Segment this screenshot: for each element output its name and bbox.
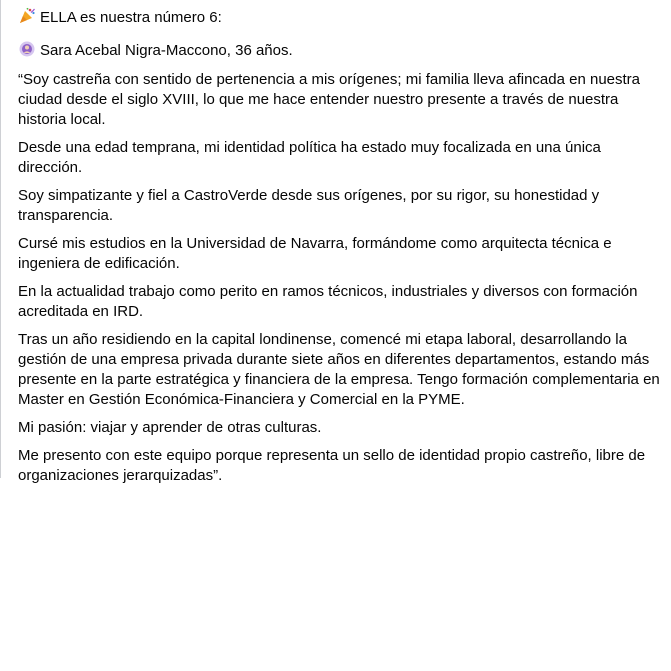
- post-headline-row: [18, 7, 668, 28]
- post-paragraph: Me presento con este equipo porque representa un sello de identidad propio castreño, libre de organizaciones jerarquizadas”.: [18, 447, 646, 484]
- post-paragraph: Mi pasión: viajar y aprender de otras culturas.: [18, 419, 322, 436]
- candidate-name: Sara Acebal Nigra-Maccono, 36 años.: [40, 42, 293, 59]
- post-paragraph: Soy simpatizante y fiel a CastroVerde desde sus orígenes, por su rigor, su honestidad y transparencia.: [18, 187, 600, 224]
- post-paragraph: Cursé mis estudios en la Universidad de Navarra, formándome como arquitecta técnica e ingeniera de edificación.: [18, 235, 612, 272]
- post-body: [18, 7, 668, 494]
- post-headline: ELLA es nuestra número 6:: [40, 9, 222, 26]
- candidate-name-row: [18, 40, 668, 61]
- post-paragraph: Tras un año residiendo en la capital londinense, comencé mi etapa laboral, desarrollando la gestión de una empresa privada durante siete años en diferentes departamentos, estando más presente en la parte estratégica y financiera de la empresa. Tengo formación complementaria en Master en Gestión Económica-Financiera y Comercial en la PYME.: [18, 331, 660, 408]
- post-paragraph: “Soy castreña con sentido de pertenencia a mis orígenes; mi familia lleva afincada en nuestra ciudad desde el siglo XVIII, lo que me hace entender nuestro presente a través de nuestra historia local.: [18, 71, 641, 128]
- post-paragraph: Desde una edad temprana, mi identidad política ha estado muy focalizada en una única dirección.: [18, 139, 601, 176]
- party-popper-icon: [18, 7, 36, 25]
- purple-circle-emoji-icon: [18, 40, 36, 58]
- post-paragraph: En la actualidad trabajo como perito en ramos técnicos, industriales y diversos con formación acreditada en IRD.: [18, 283, 638, 320]
